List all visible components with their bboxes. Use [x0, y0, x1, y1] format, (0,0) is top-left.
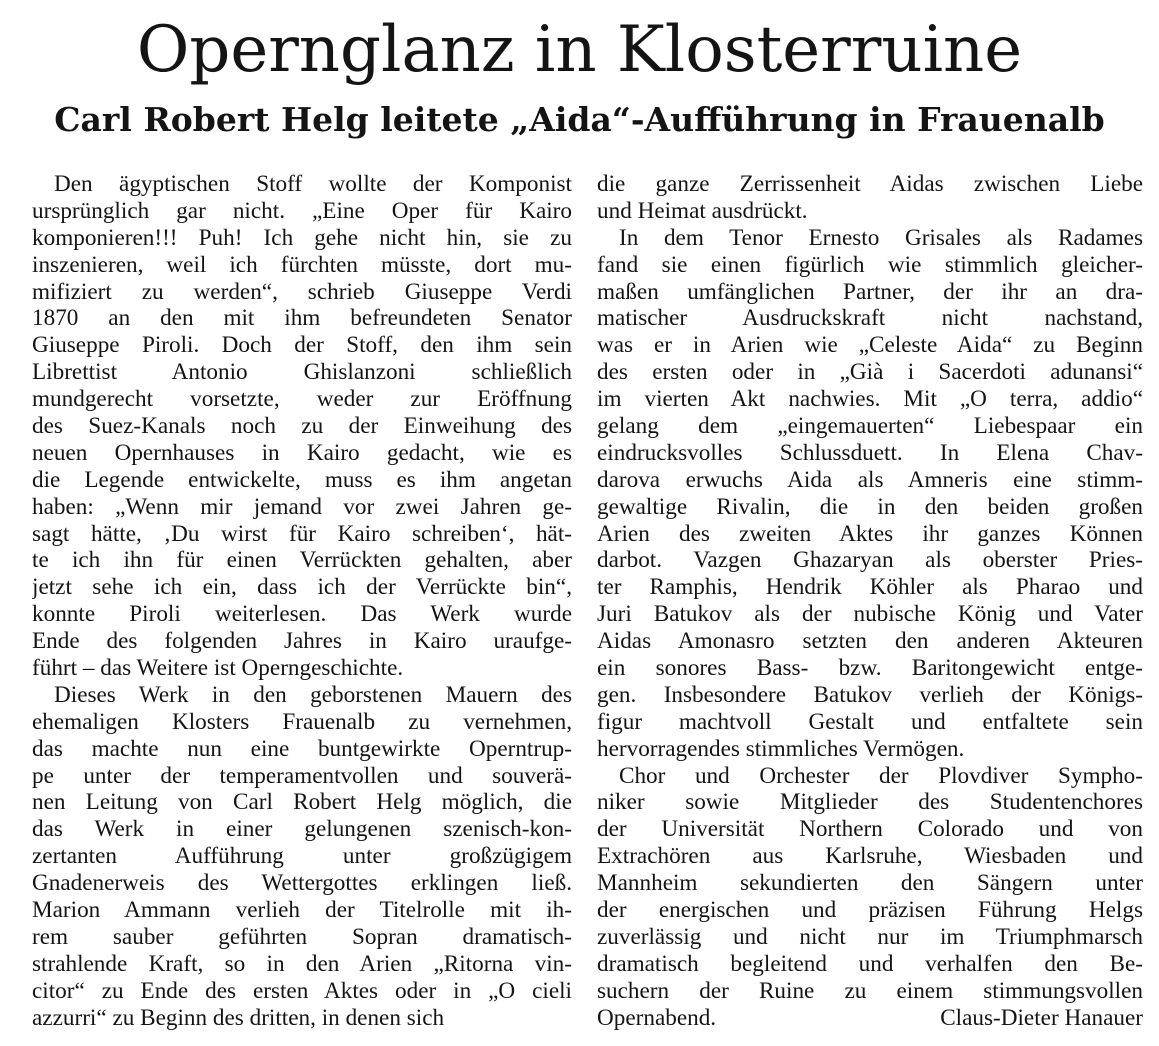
text-line: Librettist Antonio Ghislanzoni schließlich: [32, 359, 572, 386]
text-line: suchern der Ruine zu einem stimmungsvollen: [597, 977, 1143, 1004]
text-line: im vierten Akt nachwies. Mit „O terra, addio“: [597, 386, 1143, 413]
text-line: eindrucksvolles Schlussduett. In Elena Chav-: [597, 439, 1143, 466]
text-line: citor“ zu Ende des ersten Aktes oder in „O cieli: [32, 977, 572, 1004]
left-column: [32, 171, 572, 1032]
text-line: gewaltige Rivalin, die in den beiden großen: [597, 493, 1143, 520]
text-line: hervorragendes stimmliches Vermögen.: [597, 735, 965, 762]
text-line: des Suez-Kanals noch zu der Einweihung des: [32, 413, 572, 440]
text-line: fand sie einen figürlich wie stimmlich gleicher-: [597, 251, 1143, 278]
text-line: das machte nun eine buntgewirkte Operntrup-: [32, 735, 572, 762]
paragraph: [597, 171, 1143, 225]
text-line: ter Ramphis, Hendrik Köhler als Pharao und: [597, 574, 1143, 601]
text-line: te ich ihn für einen Verrückten gehalten, aber: [32, 547, 572, 574]
text-line: zertanten Aufführung unter großzügigem: [32, 843, 572, 870]
text-line: inszenieren, weil ich fürchten müsste, dort mu-: [32, 251, 572, 278]
text-line: maßen umfänglichen Partner, der ihr an dra-: [597, 278, 1143, 305]
text-line: Arien des zweiten Aktes ihr ganzes Können: [597, 520, 1143, 547]
text-line: niker sowie Mitglieder des Studentenchores: [597, 789, 1143, 816]
text-line: mifiziert zu werden“, schrieb Giuseppe Verdi: [32, 278, 572, 305]
text-line: ein sonores Bass- bzw. Baritongewicht entge-: [597, 655, 1143, 682]
text-line: Mannheim sekundierten den Sängern unter: [597, 870, 1143, 897]
text-line: darova erwuchs Aida als Amneris eine stimm-: [597, 466, 1143, 493]
text-line: zuverlässig und nicht nur im Triumphmarsch: [597, 923, 1143, 950]
text-line: Den ägyptischen Stoff wollte der Komponist: [54, 171, 572, 197]
text-line: gelang dem „eingemauerten“ Liebespaar ein: [597, 413, 1143, 440]
text-line: Extrachören aus Karlsruhe, Wiesbaden und: [597, 843, 1143, 870]
text-line: Juri Batukov als der nubische König und Vater: [597, 601, 1143, 628]
text-line: das Werk in einer gelungenen szenisch-kon-: [32, 816, 572, 843]
text-line: Ende des folgenden Jahres in Kairo uraufge-: [32, 628, 572, 655]
text-line: figur machtvoll Gestalt und entfaltete sein: [597, 708, 1143, 735]
text-line: sagt hätte, ‚Du wirst für Kairo schreiben‘, hät-: [32, 520, 572, 547]
text-line: Giuseppe Piroli. Doch der Stoff, den ihm sein: [32, 332, 572, 359]
text-line: Dieses Werk in den geborstenen Mauern des: [54, 681, 572, 708]
text-line: jetzt sehe ich ein, dass ich der Verrückte bin“,: [32, 574, 572, 601]
closing-line: [597, 1005, 1143, 1032]
text-line: Gnadenerweis des Wettergottes erklingen ließ.: [32, 870, 572, 897]
text-line: strahlende Kraft, so in den Arien „Ritorna vin-: [32, 950, 572, 977]
text-line: Opernabend.: [597, 1004, 717, 1031]
text-line: führt – das Weitere ist Operngeschichte.: [32, 655, 404, 682]
paragraph: [597, 763, 1143, 1032]
text-line: matischer Ausdruckskraft nicht nachstand,: [597, 305, 1143, 332]
text-line: und Heimat ausdrückt.: [597, 197, 808, 224]
text-line: rem sauber geführten Sopran dramatisch-: [32, 923, 572, 950]
right-column: [597, 171, 1143, 1032]
text-line: dramatisch begleitend und verhalfen den Be-: [597, 950, 1143, 977]
text-line: 1870 an den mit ihm befreundeten Senator: [32, 305, 572, 332]
text-line: Aidas Amonasro setzten den anderen Akteuren: [597, 628, 1143, 655]
text-line: was er in Arien wie „Celeste Aida“ zu Beginn: [597, 332, 1143, 359]
text-line: haben: „Wenn mir jemand vor zwei Jahren ge-: [32, 493, 572, 520]
text-line: In dem Tenor Ernesto Grisales als Radames: [619, 224, 1143, 251]
text-line: pe unter der temperamentvollen und souverä-: [32, 762, 572, 789]
text-line: komponieren!!! Puh! Ich gehe nicht hin, sie zu: [32, 224, 572, 251]
text-line: der Universität Northern Colorado und von: [597, 816, 1143, 843]
text-line: Marion Ammann verlieh der Titelrolle mit ih-: [32, 897, 572, 924]
text-line: Chor und Orchester der Plovdiver Sympho-: [619, 762, 1143, 789]
text-line: die ganze Zerrissenheit Aidas zwischen Liebe: [597, 171, 1143, 197]
text-line: azzurri“ zu Beginn des dritten, in denen sich: [32, 1004, 445, 1031]
text-line: gen. Insbesondere Batukov verlieh der Königs-: [597, 681, 1143, 708]
text-line: ehemaligen Klosters Frauenalb zu vernehmen,: [32, 708, 572, 735]
text-line: neuen Opernhauses in Kairo gedacht, wie es: [32, 439, 572, 466]
text-line: der energischen und präzisen Führung Helgs: [597, 897, 1143, 924]
text-line: mundgerecht vorsetzte, weder zur Eröffnung: [32, 386, 572, 413]
text-line: konnte Piroli weiterlesen. Das Werk wurde: [32, 601, 572, 628]
subheadline: Carl Robert Helg leitete „Aida“-Aufführung in Frauenalb: [54, 100, 1105, 139]
text-line: darbot. Vazgen Ghazaryan als oberster Pries-: [597, 547, 1143, 574]
author-byline: Claus-Dieter Hanauer: [940, 1004, 1143, 1031]
text-line: die Legende entwickelte, muss es ihm angetan: [32, 466, 572, 493]
text-line: ursprünglich gar nicht. „Eine Oper für Kairo: [32, 197, 572, 224]
text-line: nen Leitung von Carl Robert Helg möglich, die: [32, 789, 572, 816]
paragraph: [32, 171, 572, 682]
paragraph: [32, 682, 572, 1032]
text-line: des ersten oder in „Già i Sacerdoti adunansi“: [597, 359, 1143, 386]
paragraph: [597, 225, 1143, 763]
headline: Opernglanz in Klosterruine: [136, 13, 1023, 87]
